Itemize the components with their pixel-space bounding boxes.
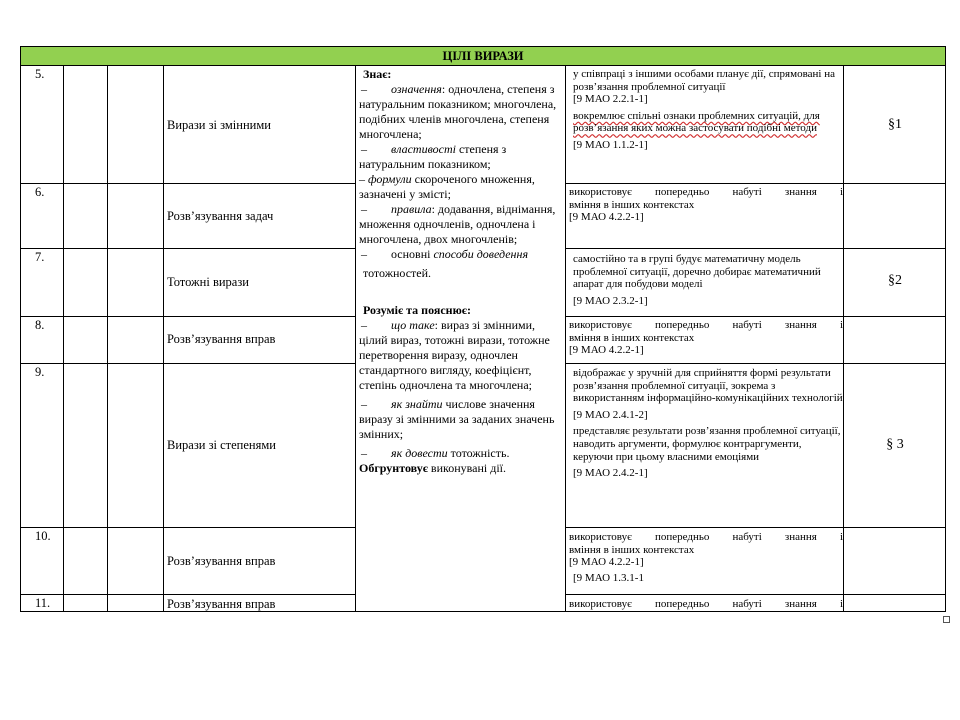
row-divider — [565, 594, 945, 595]
row-number: 10. — [35, 529, 51, 543]
column-divider — [63, 66, 64, 611]
paragraph-ref: §1 — [888, 117, 902, 132]
row-divider — [21, 248, 355, 249]
lesson-topic: Вирази зі змінними — [167, 118, 271, 132]
curriculum-table — [20, 46, 946, 612]
lesson-topic: Розв’язування вправ — [167, 554, 276, 568]
row-number: 5. — [35, 67, 45, 81]
lesson-topic: Розв’язування вправ — [167, 597, 276, 611]
row-divider — [565, 363, 945, 364]
lesson-topic: Розв’язування вправ — [167, 332, 276, 346]
row-divider — [21, 527, 355, 528]
row-divider — [21, 594, 355, 595]
row-number: 7. — [35, 250, 45, 264]
table-title: ЦІЛІ ВИРАЗИ — [21, 47, 945, 66]
result-cell: використовує попередньо набуті знання і вміння в інших контекстах [9 МАО 4.2.2-1] — [569, 186, 843, 224]
row-number: 9. — [35, 365, 45, 379]
result-cell: відображає у зручній для сприйняття формі результати розв’язання проблемної ситуації, зокрема з використанням інформаційно-комунікаційних технологій [9 МАО 2.4.1-2] представляє результати розв’язання проблемної ситуації, наводить аргументи, формулює контраргументи, керуючи при цьому власними емоціями [9 МАО 2.4.2-1] — [573, 367, 843, 480]
row-divider — [21, 183, 355, 184]
result-cell: у співпраці з іншими особами планує дії, спрямовані на розв’язання проблемної ситуації [9 МАО 2.2.1-1] вокремлює спільні ознаки проблемних ситуацій, для розв’язання яких можна застосувати подібні методи [9 МАО 1.1.2-1] — [573, 68, 835, 151]
result-cell: використовує попередньо набуті знання і вміння в інших контекстах [9 МАО 4.2.2-1] — [569, 319, 843, 357]
row-divider — [21, 363, 355, 364]
knowledge-outcomes: Знає: – означення: одночлена, степеня з натуральним показником; многочлена, подібних членів многочлена, степеня многочлена; – властивості степеня з натуральним показником; – формули скороченого множення, зазначені у змісті; – правила: додавання, віднімання, множення одночленів, одночлена і многочлена, двох многочленів; – основні способи доведення тотожностей. Розуміє та пояснює: – що таке: вираз зі змінними, цілий вираз, тотожні вирази, тотожне перетворення виразу, одночлен стандартного вигляду, коефіцієнт, степінь одночлена та многочлена; – як знайти числове значення виразу зі змінними за заданих значень змінних; – як довести тотожність. Обгрунтовує виконувані дії. — [359, 67, 561, 476]
row-number: 11. — [35, 596, 51, 610]
result-cell: використовує попередньо набуті знання і — [569, 598, 843, 610]
row-divider — [565, 183, 945, 184]
resize-handle[interactable] — [943, 616, 950, 623]
result-cell: самостійно та в групі будує математичну модель проблемної ситуації, доречно добирає математичний апарат для побудови моделі [9 МАО 2.3.2-1] — [573, 253, 821, 307]
row-divider — [565, 316, 945, 317]
column-divider — [355, 66, 356, 611]
column-divider — [843, 66, 844, 611]
knows-heading: Знає: — [363, 67, 392, 81]
row-divider — [565, 527, 945, 528]
paragraph-ref: § 3 — [886, 437, 904, 452]
row-number: 8. — [35, 318, 45, 332]
column-divider — [565, 66, 566, 611]
column-divider — [163, 66, 164, 611]
understands-heading: Розуміє та пояснює: — [363, 303, 471, 317]
row-number: 6. — [35, 185, 45, 199]
result-cell: використовує попередньо набуті знання і вміння в інших контекстах [9 МАО 4.2.2-1] [9 МАО 1.3.1-1 — [569, 531, 843, 584]
paragraph-ref: §2 — [888, 273, 902, 288]
lesson-topic: Тотожні вирази — [167, 275, 249, 289]
row-divider — [565, 248, 945, 249]
column-divider — [107, 66, 108, 611]
lesson-topic: Вирази зі степенями — [167, 438, 276, 452]
row-divider — [21, 316, 355, 317]
lesson-topic: Розв’язування задач — [167, 209, 274, 223]
